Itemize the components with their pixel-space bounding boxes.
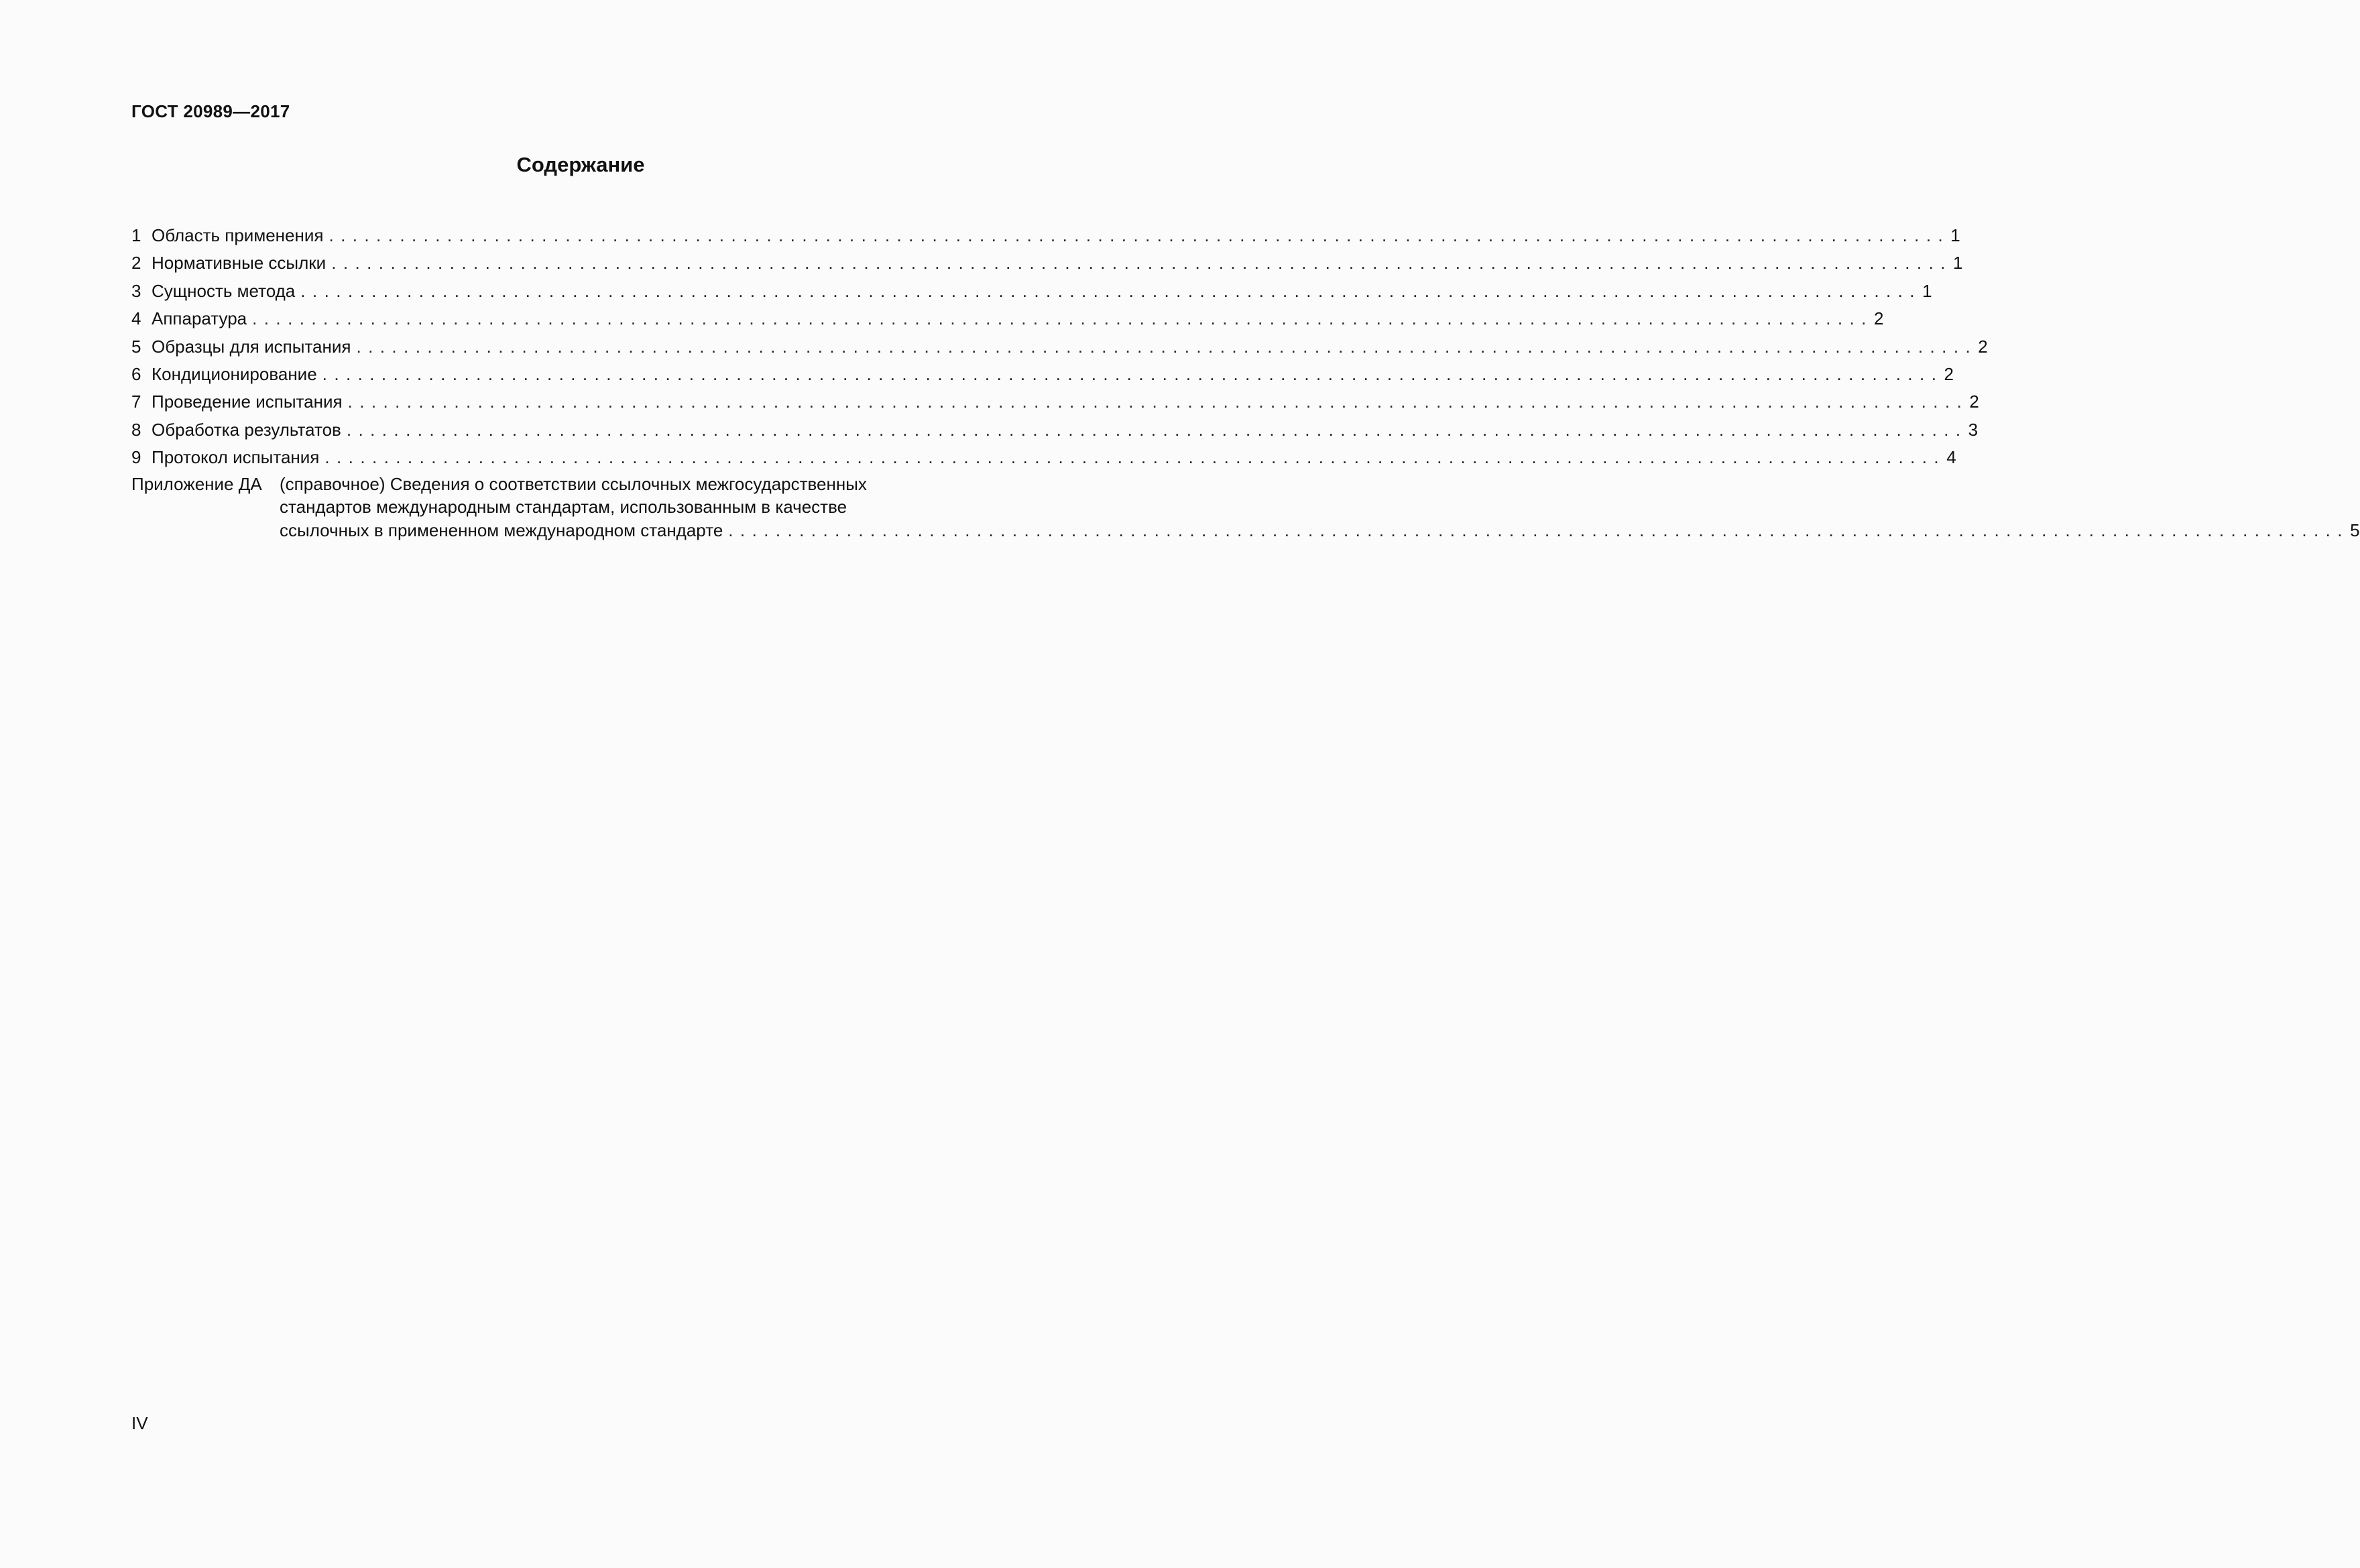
toc-item-title: Область применения bbox=[152, 225, 324, 245]
page-number: IV bbox=[131, 1413, 148, 1433]
appendix-text-line: ссылочных в примененном международном стандарте bbox=[280, 520, 723, 540]
toc-item-page: 3 bbox=[1968, 419, 1979, 440]
toc-item[interactable] bbox=[131, 388, 1979, 416]
toc-item[interactable] bbox=[131, 249, 1963, 277]
toc-dot-leader bbox=[300, 278, 1914, 305]
toc-item-number: 1 bbox=[131, 225, 141, 245]
toc-item-number: 4 bbox=[131, 308, 141, 329]
toc-item-number: 2 bbox=[131, 253, 141, 274]
toc-item-page: 1 bbox=[1922, 280, 1932, 301]
toc-item-number: 6 bbox=[131, 363, 141, 384]
toc-item-page: 4 bbox=[1946, 447, 1956, 468]
table-of-contents bbox=[131, 222, 2360, 542]
toc-dot-leader bbox=[347, 416, 1960, 444]
toc-item-title: Кондиционирование bbox=[152, 363, 317, 384]
toc-item-page: 2 bbox=[1978, 336, 1988, 357]
appendix-description bbox=[280, 473, 2360, 542]
toc-item-number: 8 bbox=[131, 419, 141, 440]
toc-item-page: 1 bbox=[1953, 253, 1963, 274]
toc-item-page: 5 bbox=[2350, 520, 2360, 540]
toc-item-title: Образцы для испытания bbox=[152, 336, 351, 357]
toc-item-page: 2 bbox=[1873, 308, 1884, 329]
toc-dot-leader bbox=[324, 444, 1938, 471]
toc-item-page: 1 bbox=[1950, 225, 1960, 245]
toc-item[interactable] bbox=[131, 305, 1884, 333]
toc-item-title: Обработка результатов bbox=[152, 419, 341, 440]
toc-item-title: Сущность метода bbox=[152, 280, 296, 301]
toc-item[interactable] bbox=[131, 444, 1956, 471]
toc-item[interactable] bbox=[131, 416, 1979, 444]
toc-item-number: 5 bbox=[131, 336, 141, 357]
toc-item-title: Проведение испытания bbox=[152, 391, 343, 412]
toc-item[interactable] bbox=[131, 278, 1932, 305]
toc-item[interactable] bbox=[131, 222, 1960, 249]
toc-item[interactable] bbox=[131, 333, 1988, 361]
appendix-label: Приложение ДА bbox=[131, 473, 262, 494]
page-title: Содержание bbox=[516, 153, 645, 176]
document-code-header: ГОСТ 20989—2017 bbox=[131, 101, 290, 121]
toc-dot-leader bbox=[728, 519, 2342, 542]
toc-item-number: 7 bbox=[131, 391, 141, 412]
toc-item[interactable] bbox=[131, 361, 1954, 388]
toc-item-title: Аппаратура bbox=[152, 308, 247, 329]
toc-item-number: 9 bbox=[131, 447, 141, 468]
toc-item-page: 2 bbox=[1944, 363, 1954, 384]
toc-dot-leader bbox=[331, 249, 1945, 277]
toc-item-title: Протокол испытания bbox=[152, 447, 320, 468]
toc-item-title: Нормативные ссылки bbox=[152, 253, 327, 274]
toc-dot-leader bbox=[322, 361, 1936, 388]
toc-appendix-item[interactable] bbox=[131, 473, 2360, 542]
appendix-last-line bbox=[280, 519, 2360, 542]
appendix-text-line: стандартов международным стандартам, использованным в качестве bbox=[280, 497, 847, 518]
toc-item-number: 3 bbox=[131, 280, 141, 301]
toc-dot-leader bbox=[348, 388, 1962, 416]
appendix-text-line: (справочное) Сведения о соответствии ссылочных межгосударственных bbox=[280, 473, 867, 494]
toc-dot-leader bbox=[329, 222, 1942, 249]
toc-dot-leader bbox=[356, 333, 1970, 361]
toc-item-page: 2 bbox=[1969, 391, 1979, 412]
toc-dot-leader bbox=[252, 305, 1866, 333]
